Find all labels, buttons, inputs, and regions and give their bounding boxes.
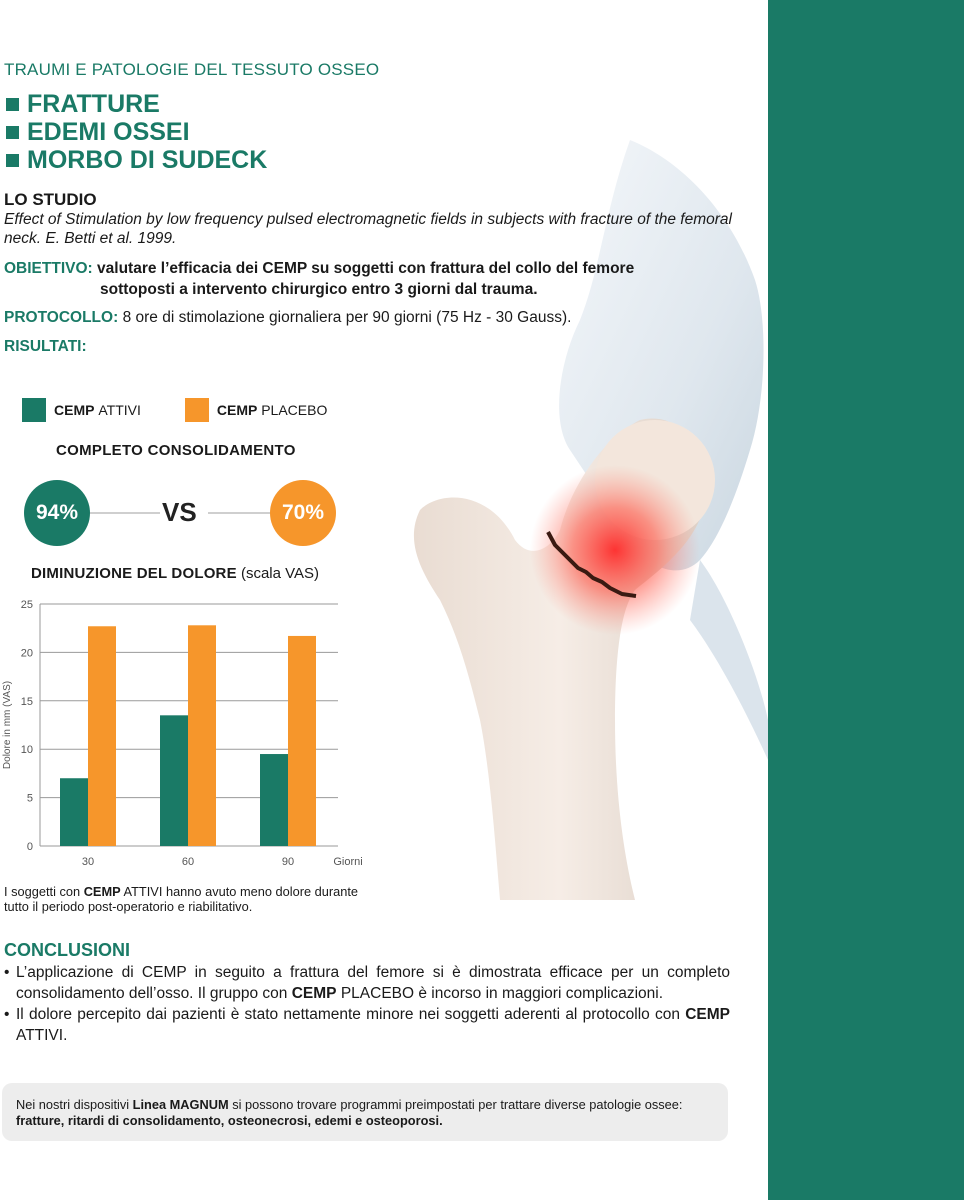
legend-item-active [22,398,141,422]
conclusions-heading: CONCLUSIONI [4,940,130,960]
legend-active-bold: CEMP [54,402,95,418]
vs-connector-right [208,512,272,514]
y-tick-label: 15 [20,695,33,708]
pain-chart-svg [0,594,370,874]
square-bullet-icon [6,154,19,167]
pathology-list [4,90,267,174]
pain-note-bold: CEMP [83,884,121,899]
bullet-dot-icon: • [4,964,10,981]
x-tick-label: 90 [281,856,295,868]
protocol-text: 8 ore di stimolazione giornaliera per 90 giorni (75 Hz - 30 Gauss). [122,309,572,326]
conclusion-text: Il dolore percepito dai pazienti è stato nettamente minore nei soggetti aderenti al protocollo con CEMP ATTIVI. [16,1006,731,1044]
category-title: TRAUMI E PATOLOGIE DEL TESSUTO OSSEO [4,60,380,79]
bar-placebo [88,626,116,846]
pain-title-bold: DIMINUZIONE DEL DOLORE [31,565,237,582]
square-bullet-icon [6,98,19,111]
pain-title-scale: (scala VAS) [240,565,320,582]
pain-note-text: ATTIVI hanno avuto meno dolore durante tutto il periodo post-operatorio e riabilitativo. [4,884,359,914]
objective-label: OBIETTIVO: [4,260,93,277]
bar-placebo [188,625,216,846]
y-axis-label: Dolore in mm (VAS) [2,680,13,770]
bar-placebo [288,636,316,846]
box-text-b: si possono trovare programmi preimpostati per trattare diverse patologie ossee: [232,1097,683,1112]
objective-line-2: sottoposti a intervento chirurgico entro 3 giorni dal trauma. [100,281,538,298]
square-bullet-icon [6,126,19,139]
bar-active [160,715,188,846]
active-percentage-circle: 94% [24,480,90,546]
consolidation-title: COMPLETO CONSOLIDAMENTO [56,442,296,459]
placebo-percentage-circle: 70% [270,480,336,546]
box-text-a: Nei nostri dispositivi [16,1097,130,1112]
y-tick-label: 5 [26,792,33,805]
vs-connector-left [90,512,160,514]
vs-label: VS [162,497,197,527]
legend-placebo-bold: CEMP [216,402,258,418]
conclusion-text: L’applicazione di CEMP in seguito a frattura del femore si è dimostrata efficace per un completo consolidamento dell’osso. Il gruppo con CEMP PLACEBO è incorso in maggiori complicazioni. [16,964,730,1002]
pain-note-prefix: I soggetti con [4,884,81,899]
legend-active-text: ATTIVI [98,402,141,418]
x-axis-label: Giorni [333,856,363,868]
brand-name: Linea MAGNUM [132,1097,229,1112]
pain-bar-chart [0,594,370,874]
pain-chart-title [31,565,319,582]
bar-active [260,754,288,846]
pathologies-list: fratture, ritardi di consolidamento, osteonecrosi, edemi e osteoporosi. [16,1113,443,1128]
right-side-band [768,0,964,1200]
pathology-item [4,90,267,118]
bar-active [60,778,88,846]
device-info-box [2,1083,728,1141]
y-tick-label: 20 [20,647,33,660]
bullet-dot-icon: • [4,1006,10,1023]
results-label: RISULTATI: [4,338,87,355]
legend-swatch-active [22,398,46,422]
pathology-item [4,118,267,146]
conclusions-list [4,962,730,1046]
objective-block [4,258,744,300]
study-heading: LO STUDIO [4,190,97,209]
protocol-label: PROTOCOLLO: [4,309,119,326]
x-tick-label: 60 [181,856,195,868]
conclusion-item [4,1004,730,1046]
pathology-label: FRATTURE [27,90,160,118]
legend-swatch-placebo [185,398,209,422]
y-tick-label: 10 [20,744,33,757]
conclusion-item [4,962,730,1004]
pathology-item [4,146,267,174]
protocol-block [4,309,571,327]
x-tick-label: 30 [81,856,95,868]
y-tick-label: 0 [26,841,33,853]
y-tick-label: 25 [20,599,33,611]
pain-note [4,884,384,914]
objective-line-1: valutare l’efficacia dei CEMP su soggetti con frattura del collo del femore [97,260,635,277]
legend-placebo-text: PLACEBO [261,402,328,418]
pathology-label: EDEMI OSSEI [27,118,190,146]
pathology-label: MORBO DI SUDECK [27,146,268,174]
consolidation-comparison [24,480,344,546]
legend-item-placebo [185,398,327,422]
study-citation: Effect of Stimulation by low frequency pulsed electromagnetic fields in subjects with fracture of the femoral neck. E. Betti et al. 1999. [4,211,732,247]
chart-legend [22,398,371,422]
